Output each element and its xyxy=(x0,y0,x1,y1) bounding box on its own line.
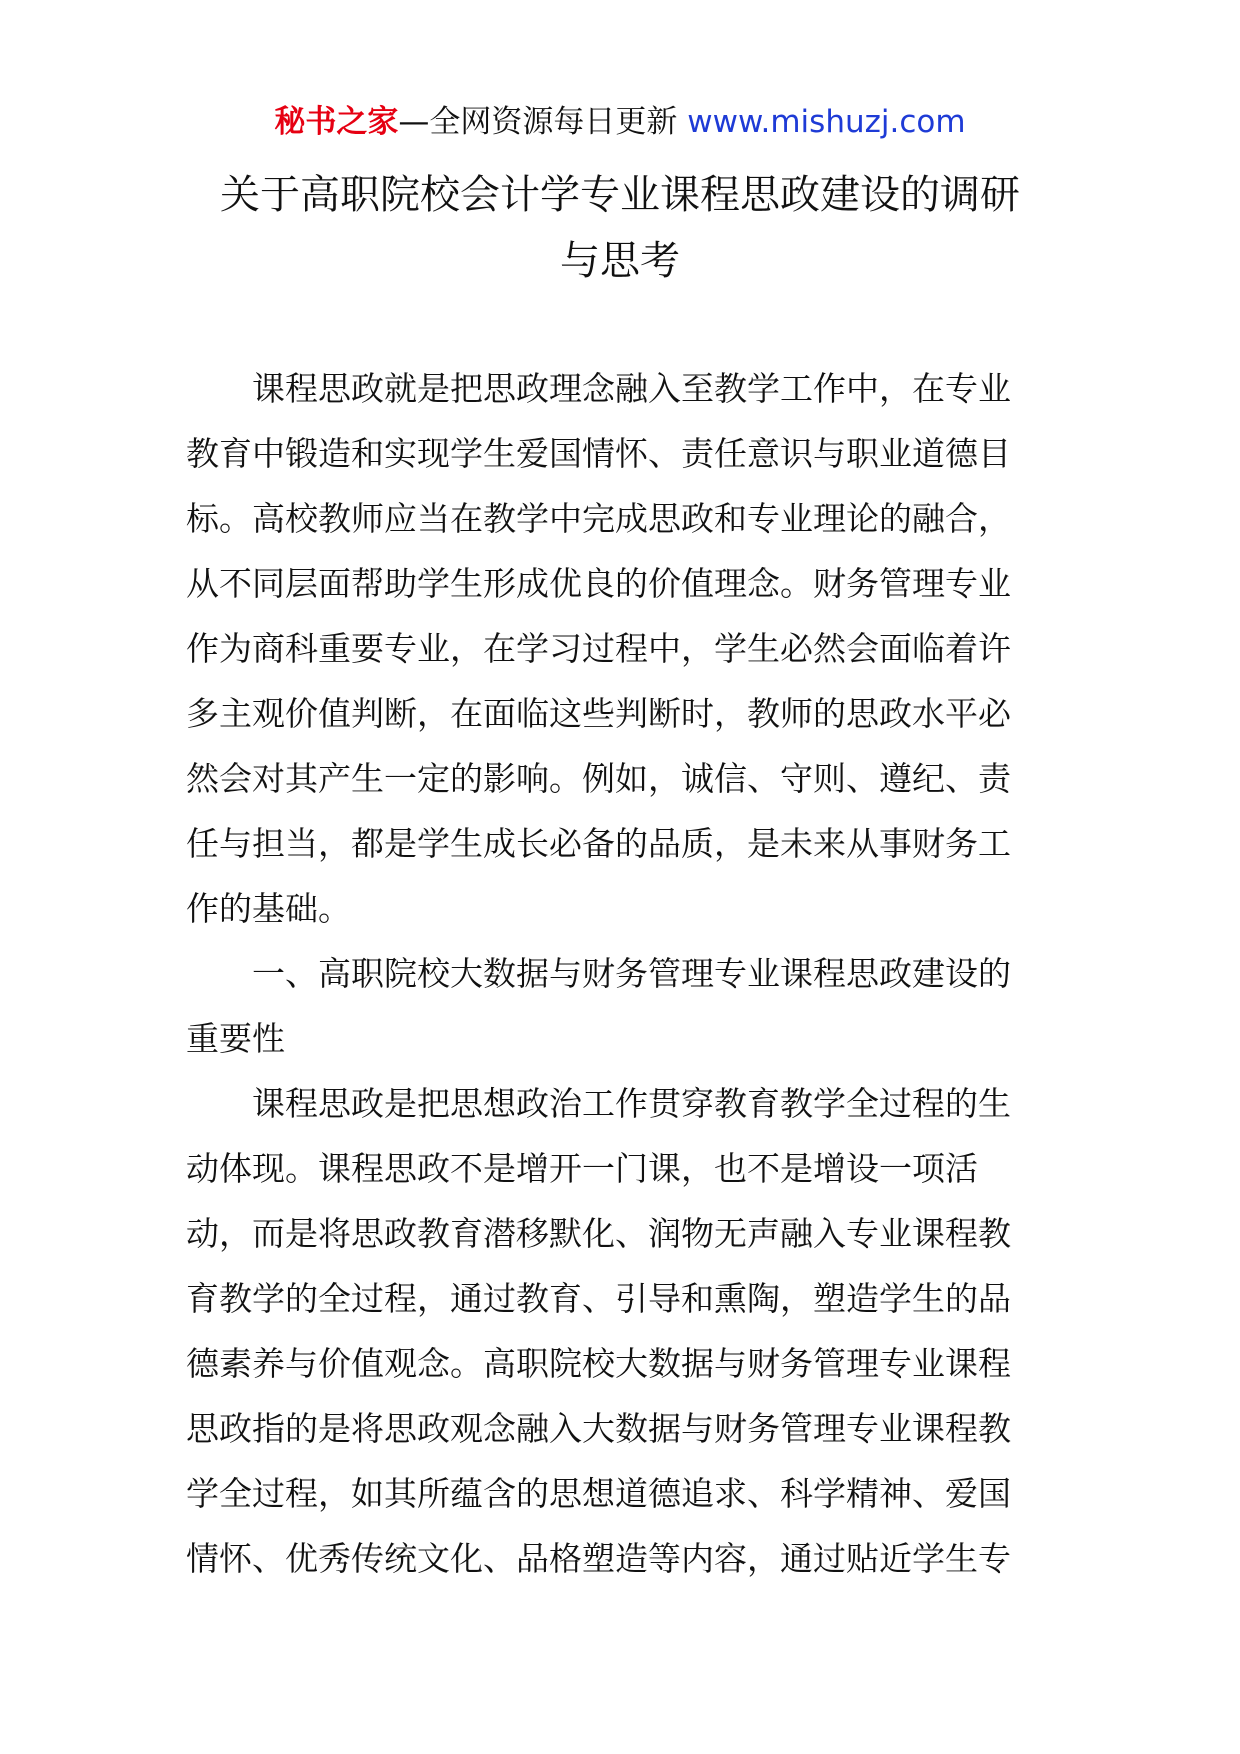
paragraph-line: 课程思政是把思想政治工作贯穿教育教学全过程的生 xyxy=(252,1084,1011,1123)
paragraph-line: 育教学的全过程，通过教育、引导和熏陶，塑造学生的品 xyxy=(186,1279,1011,1318)
paragraph-line: 思政指的是将思政观念融入大数据与财务管理专业课程教 xyxy=(186,1409,1011,1448)
document-body xyxy=(186,356,1056,1591)
paragraph-line: 标。高校教师应当在教学中完成思政和专业理论的融合， xyxy=(186,499,1011,538)
paragraph-line: 任与担当，都是学生成长必备的品质，是未来从事财务工 xyxy=(186,824,1011,863)
paragraph-line: 动体现。课程思政不是增开一门课，也不是增设一项活 xyxy=(186,1149,978,1188)
header-tagline: —全网资源每日更新 xyxy=(398,104,678,140)
header-brand: 秘书之家 xyxy=(274,104,399,140)
title-line-2: 与思考 xyxy=(560,238,680,284)
section-heading-line: 重要性 xyxy=(186,1019,285,1058)
paragraph-line: 多主观价值判断，在面临这些判断时，教师的思政水平必 xyxy=(186,694,1011,733)
page-header xyxy=(0,100,1240,144)
paragraph-line: 从不同层面帮助学生形成优良的价值理念。财务管理专业 xyxy=(186,564,1011,603)
paragraph-line: 教育中锻造和实现学生爱国情怀、责任意识与职业道德目 xyxy=(186,434,1011,473)
paragraph-line: 学全过程，如其所蕴含的思想道德追求、科学精神、爱国 xyxy=(186,1474,1011,1513)
paragraph-line: 德素养与价值观念。高职院校大数据与财务管理专业课程 xyxy=(186,1344,1011,1383)
title-line-1: 关于高职院校会计学专业课程思政建设的调研 xyxy=(220,172,1020,218)
document-title xyxy=(150,162,1090,294)
paragraph-line: 情怀、优秀传统文化、品格塑造等内容，通过贴近学生专 xyxy=(186,1539,1011,1578)
paragraph-line: 课程思政就是把思政理念融入至教学工作中，在专业 xyxy=(252,369,1011,408)
paragraph-line: 动，而是将思政教育潜移默化、润物无声融入专业课程教 xyxy=(186,1214,1011,1253)
paragraph-line: 然会对其产生一定的影响。例如，诚信、守则、遵纪、责 xyxy=(186,759,1011,798)
paragraph-line: 作为商科重要专业，在学习过程中，学生必然会面临着许 xyxy=(186,629,1011,668)
section-heading-line: 一、高职院校大数据与财务管理专业课程思政建设的 xyxy=(252,954,1011,993)
paragraph-line: 作的基础。 xyxy=(186,889,351,928)
header-url-link[interactable]: www.mishuzj.com xyxy=(687,104,966,140)
